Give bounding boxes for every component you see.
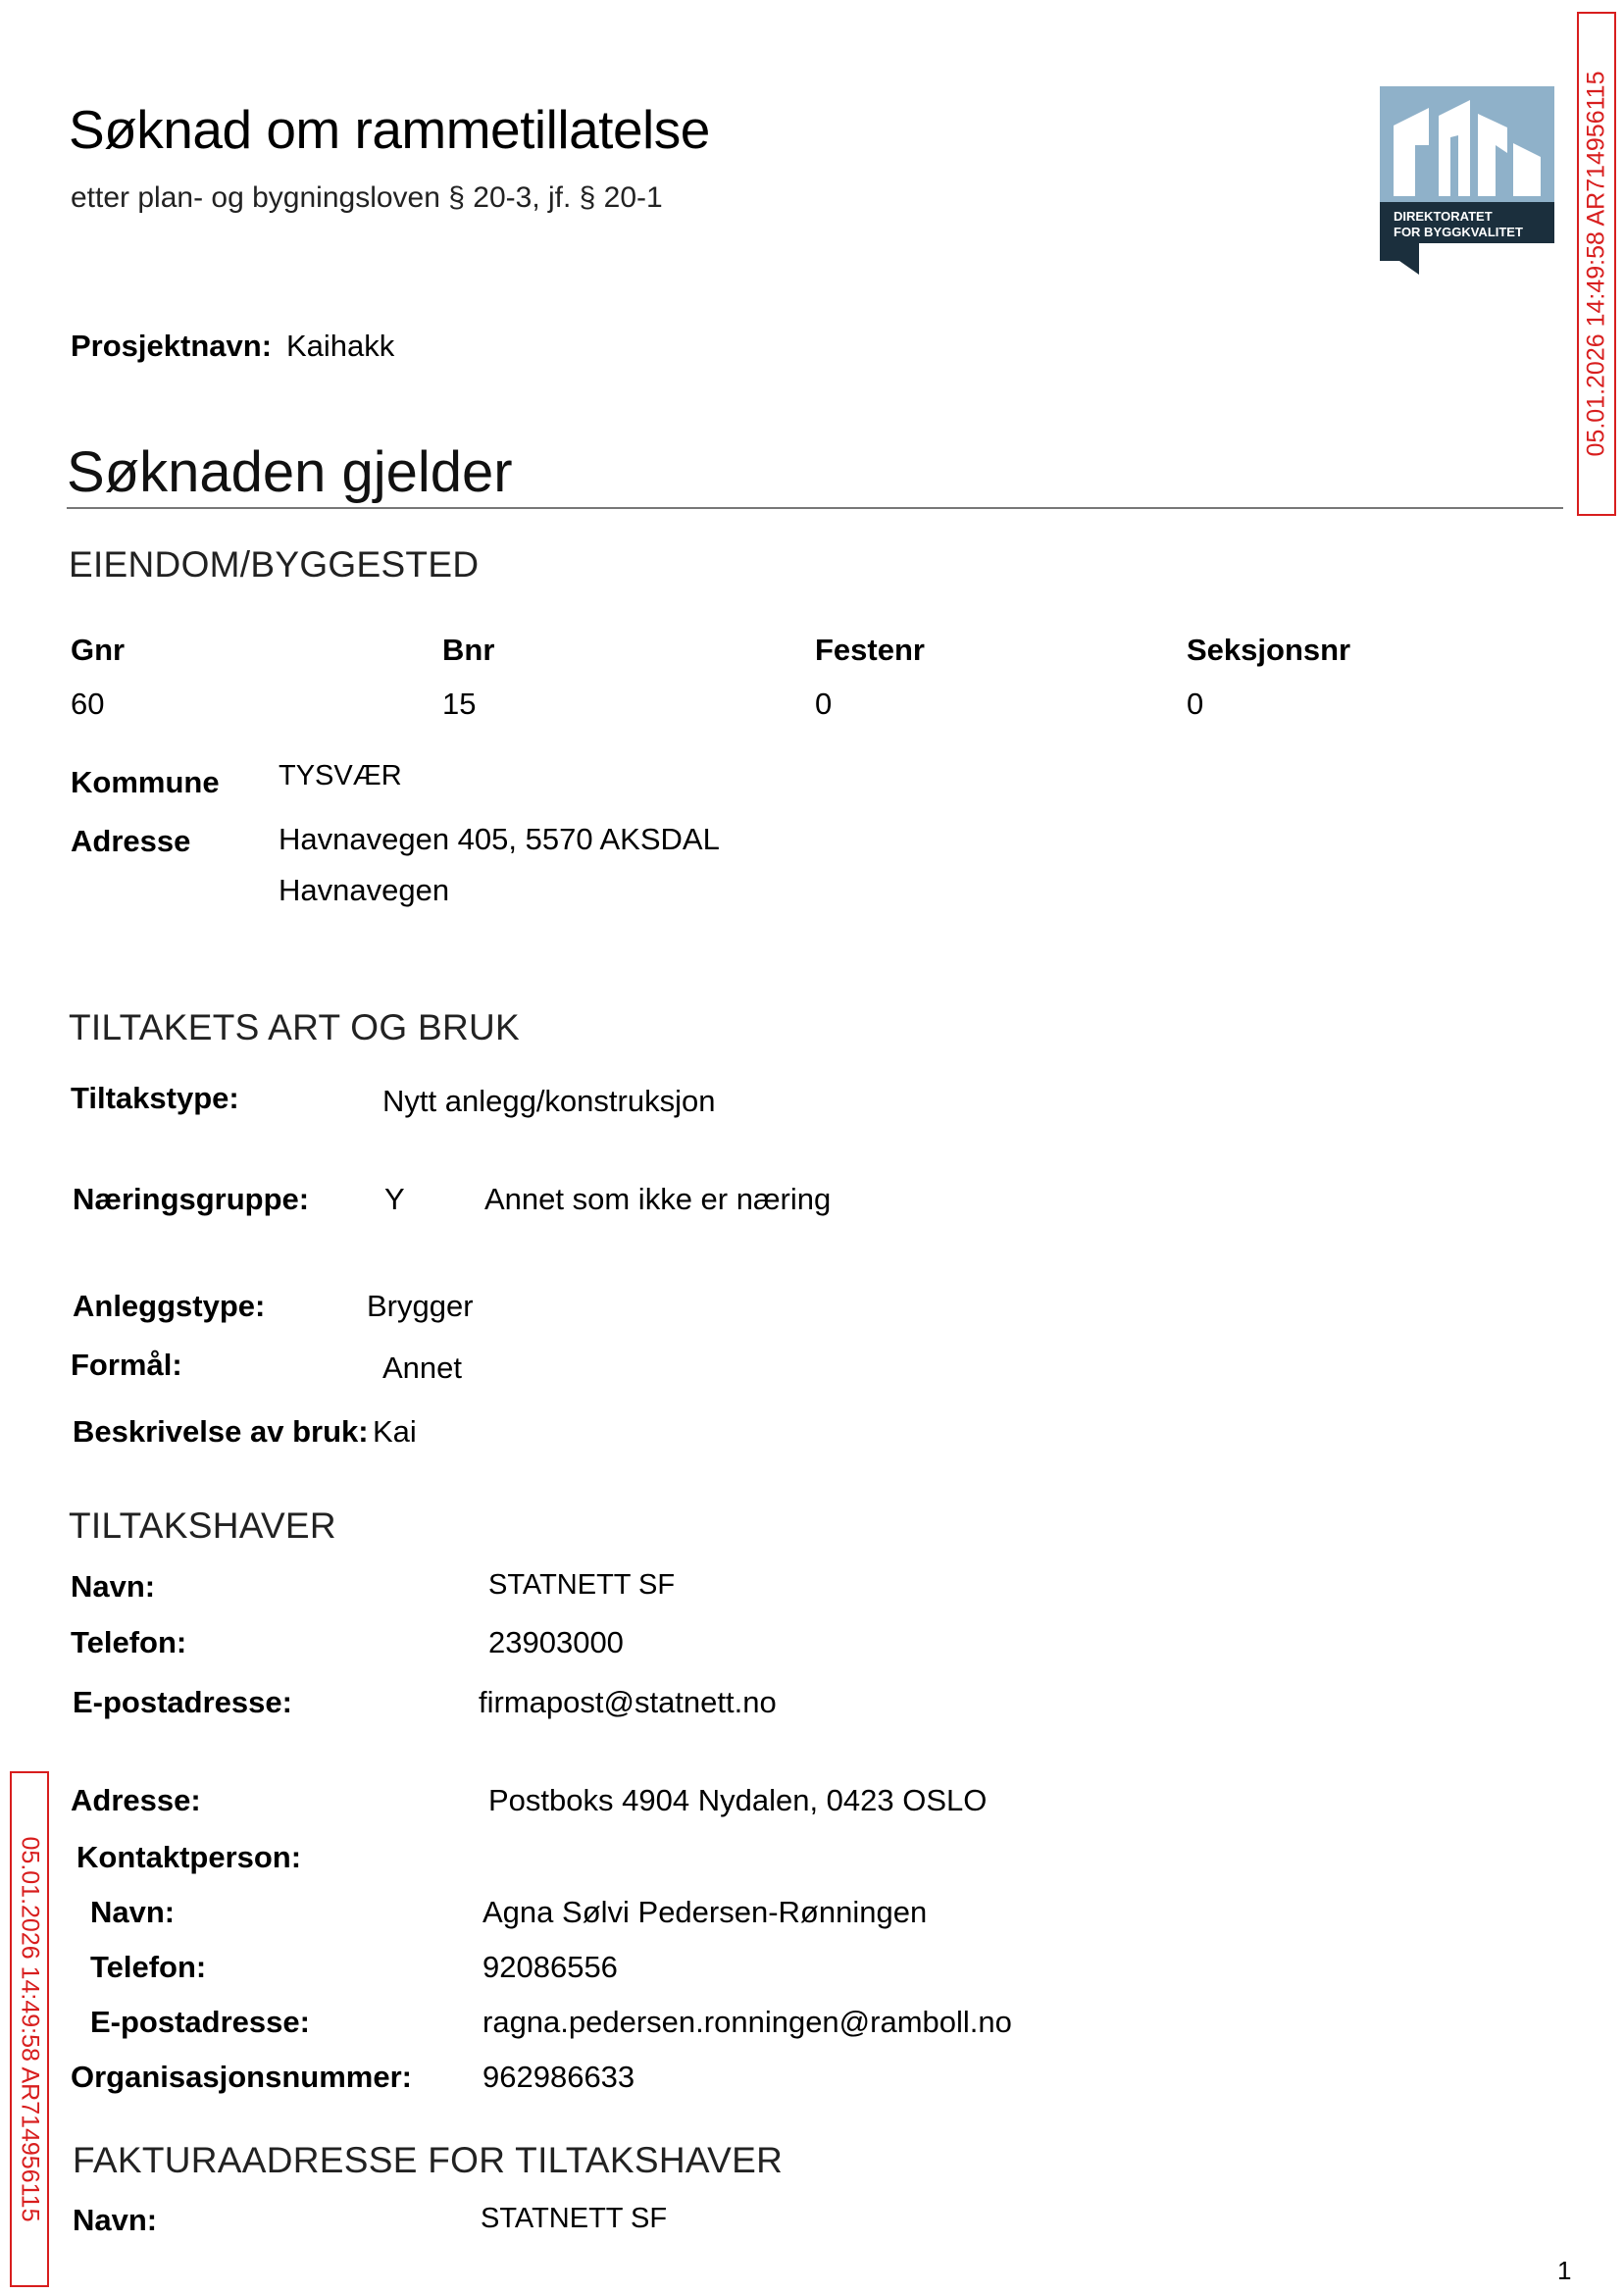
section-title: Søknaden gjelder	[67, 440, 513, 504]
seksjonsnr-value: 0	[1187, 687, 1204, 721]
faktura-heading: FAKTURAADRESSE FOR TILTAKSHAVER	[73, 2140, 784, 2180]
tiltakshaver-telefon-label: Telefon:	[71, 1625, 187, 1659]
date-stamp-bottom-text: 05.01.2026 14:49:58 AR714956115	[16, 1836, 44, 2222]
beskrivelse-value: Kai	[373, 1414, 417, 1449]
festenr-value: 0	[815, 687, 833, 721]
naeringsgruppe-label: Næringsgruppe:	[73, 1182, 310, 1216]
project-name-value: Kaihakk	[286, 329, 395, 363]
eiendom-heading: EIENDOM/BYGGESTED	[69, 544, 480, 585]
kontakt-navn-value: Agna Sølvi Pedersen-Rønningen	[482, 1895, 928, 1929]
section-divider	[67, 507, 1563, 509]
tiltakstype-value: Nytt anlegg/konstruksjon	[382, 1084, 716, 1118]
kontakt-navn-label: Navn:	[90, 1895, 176, 1929]
gnr-value: 60	[71, 687, 105, 721]
anleggstype-label: Anleggstype:	[73, 1289, 266, 1323]
tiltakstype-label: Tiltakstype:	[71, 1081, 239, 1115]
bnr-label: Bnr	[442, 633, 495, 667]
formal-label: Formål:	[71, 1348, 182, 1382]
kontaktperson-label: Kontaktperson:	[76, 1840, 302, 1874]
adresse-line2: Havnavegen	[279, 873, 450, 907]
tiltakshaver-heading: TILTAKSHAVER	[69, 1505, 336, 1546]
tiltak-heading: TILTAKETS ART OG BRUK	[69, 1007, 521, 1047]
festenr-label: Festenr	[815, 633, 925, 667]
date-stamp-top-text: 05.01.2026 14:49:58 AR714956115	[1582, 71, 1610, 457]
orgnr-value: 962986633	[482, 2060, 635, 2094]
date-stamp-top	[1577, 12, 1616, 516]
dibk-logo	[1380, 86, 1554, 275]
faktura-navn-value: STATNETT SF	[481, 2203, 668, 2234]
orgnr-label: Organisasjonsnummer:	[71, 2060, 412, 2094]
kontakt-epost-value: ragna.pedersen.ronningen@ramboll.no	[482, 2005, 1012, 2039]
formal-value: Annet	[382, 1351, 463, 1385]
naeringsgruppe-code: Y	[384, 1182, 405, 1216]
naeringsgruppe-value: Annet som ikke er næring	[484, 1182, 832, 1216]
kontakt-epost-label: E-postadresse:	[90, 2005, 310, 2039]
kontakt-telefon-value: 92086556	[482, 1950, 618, 1984]
dibk-logo-icon	[1380, 86, 1554, 275]
adresse-line1: Havnavegen 405, 5570 AKSDAL	[279, 822, 720, 856]
tiltakshaver-epost-value: firmapost@statnett.no	[479, 1685, 777, 1719]
adresse-label: Adresse	[71, 824, 191, 858]
logo-text-line2: FOR BYGGKVALITET	[1394, 225, 1523, 239]
page-number: 1	[1557, 2256, 1572, 2285]
logo-text-line1: DIREKTORATET	[1394, 209, 1493, 224]
project-name-label: Prosjektnavn:	[71, 329, 273, 363]
anleggstype-value: Brygger	[367, 1289, 474, 1323]
tiltakshaver-navn-label: Navn:	[71, 1569, 156, 1604]
date-stamp-bottom	[10, 1771, 49, 2287]
beskrivelse-label: Beskrivelse av bruk:	[73, 1414, 369, 1449]
seksjonsnr-label: Seksjonsnr	[1187, 633, 1351, 667]
tiltakshaver-telefon-value: 23903000	[488, 1625, 624, 1659]
kommune-label: Kommune	[71, 765, 220, 799]
tiltakshaver-epost-label: E-postadresse:	[73, 1685, 292, 1719]
kommune-value: TYSVÆR	[279, 760, 402, 791]
kontakt-telefon-label: Telefon:	[90, 1950, 207, 1984]
tiltakshaver-adresse-label: Adresse:	[71, 1783, 201, 1817]
faktura-navn-label: Navn:	[73, 2203, 158, 2237]
document-subtitle: etter plan- og bygningsloven § 20-3, jf. § 20-1	[71, 181, 663, 214]
bnr-value: 15	[442, 687, 477, 721]
tiltakshaver-navn-value: STATNETT SF	[488, 1569, 676, 1601]
document-title: Søknad om rammetillatelse	[69, 99, 710, 160]
gnr-label: Gnr	[71, 633, 126, 667]
tiltakshaver-adresse-value: Postboks 4904 Nydalen, 0423 OSLO	[488, 1783, 988, 1817]
